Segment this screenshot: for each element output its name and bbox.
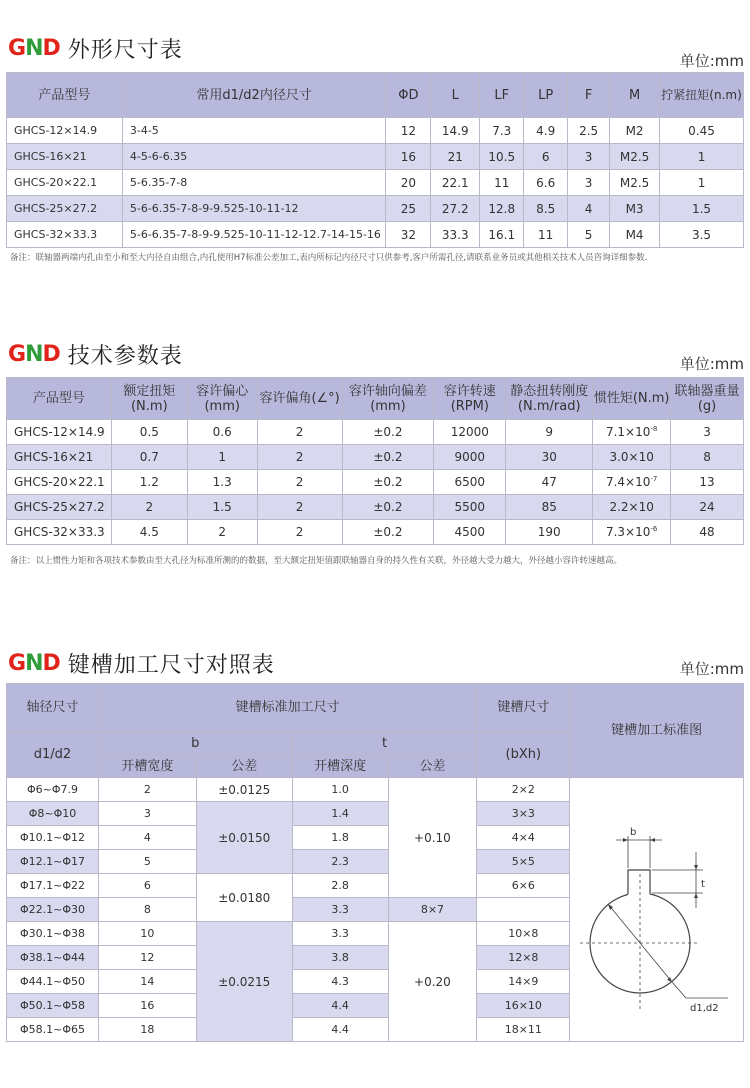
table-cell: 12 — [98, 946, 196, 970]
table-cell: 11 — [480, 170, 524, 196]
dim-b-label: b — [630, 827, 637, 838]
table-cell: 10×8 — [477, 922, 570, 946]
dim-d-label: d1,d2 — [690, 1003, 719, 1014]
table-cell: 5-6.35-7-8 — [122, 170, 386, 196]
table-cell: 48 — [671, 520, 744, 545]
inertia-cell: 3.0×10 — [593, 445, 671, 470]
table-cell: 6×6 — [477, 874, 570, 898]
section2-unit: 单位:mm — [679, 355, 744, 373]
table-cell: 11 — [524, 222, 568, 248]
table-cell: 5500 — [434, 495, 506, 520]
table-cell: 18 — [98, 1018, 196, 1042]
table-cell: 1.5 — [660, 196, 744, 222]
table-cell: 24 — [671, 495, 744, 520]
col-l: L — [431, 73, 480, 118]
table-cell: 4-5-6-6.35 — [122, 144, 386, 170]
inertia-cell: $7.4\times 10^{-7}$ — [593, 470, 671, 495]
table-cell: ±0.2 — [342, 495, 434, 520]
table-cell: 2 — [257, 495, 342, 520]
table-cell: 85 — [506, 495, 593, 520]
table-cell: GHCS-16×21 — [7, 144, 123, 170]
table-cell: 32 — [386, 222, 431, 248]
table-cell: 9000 — [434, 445, 506, 470]
col-width: 开槽宽度 — [98, 755, 196, 778]
table-cell: 16×10 — [477, 994, 570, 1018]
col-angle: 容许偏角(∠°) — [257, 378, 342, 420]
tolerance-b-cell: ±0.0125 — [196, 778, 292, 802]
section1-title-row — [8, 33, 183, 63]
table-row — [7, 196, 744, 222]
table-cell: Φ50.1~Φ58 — [7, 994, 99, 1018]
table-cell: 1.4 — [292, 802, 388, 826]
table-cell: 4×4 — [477, 826, 570, 850]
table-cell: 6.6 — [524, 170, 568, 196]
table-cell: Φ44.1~Φ50 — [7, 970, 99, 994]
col-tol-t: 公差 — [388, 755, 477, 778]
col-depth: 开槽深度 — [292, 755, 388, 778]
table-row — [7, 118, 744, 144]
inertia-cell: $7.3\times 10^{-6}$ — [593, 520, 671, 545]
col-lf: LF — [480, 73, 524, 118]
table-cell: 12.8 — [480, 196, 524, 222]
table-cell: GHCS-20×22.1 — [7, 170, 123, 196]
table-cell: Φ6~Φ7.9 — [7, 778, 99, 802]
col-bxh: (bXh) — [477, 732, 570, 778]
col-axial: 容许轴向偏差(mm) — [342, 378, 434, 420]
table-row — [7, 170, 744, 196]
table-cell: 10.5 — [480, 144, 524, 170]
table-cell: 2 — [111, 495, 187, 520]
section2-title: 技术参数表 — [67, 343, 183, 369]
section3-unit: 单位:mm — [679, 660, 744, 678]
table-cell: GHCS-32×33.3 — [7, 520, 112, 545]
brand-logo: G N D — [8, 35, 60, 61]
table-cell: M4 — [610, 222, 660, 248]
table-cell: 4.3 — [292, 970, 388, 994]
table-cell: 13 — [671, 470, 744, 495]
col-d: d1/d2 — [7, 732, 99, 778]
table-cell: GHCS-16×21 — [7, 445, 112, 470]
table-cell: 1.0 — [292, 778, 388, 802]
table-cell: M2 — [610, 118, 660, 144]
table-cell: 8.5 — [524, 196, 568, 222]
table-cell: 2.8 — [292, 874, 388, 898]
table-cell: 6 — [524, 144, 568, 170]
table-cell: 1.5 — [187, 495, 257, 520]
inertia-cell: $7.1\times 10^{-8}$ — [593, 420, 671, 445]
table-cell: 3 — [568, 144, 610, 170]
table-cell: 8 — [98, 898, 196, 922]
table-cell: 3 — [671, 420, 744, 445]
table-cell: 3.5 — [660, 222, 744, 248]
table-cell: Φ12.1~Φ17 — [7, 850, 99, 874]
table-cell: 4500 — [434, 520, 506, 545]
table-cell: 4.4 — [292, 1018, 388, 1042]
table-row — [7, 470, 744, 495]
table-cell: 1.2 — [111, 470, 187, 495]
table-cell: ±0.2 — [342, 520, 434, 545]
table-cell: 4 — [98, 826, 196, 850]
col-lp: LP — [524, 73, 568, 118]
table-row — [7, 445, 744, 470]
table-cell: 190 — [506, 520, 593, 545]
table-cell: M2.5 — [610, 170, 660, 196]
col-rated-torque: 额定扭矩(N.m) — [111, 378, 187, 420]
table-cell: 2 — [187, 520, 257, 545]
table-cell: 20 — [386, 170, 431, 196]
table-cell: 0.45 — [660, 118, 744, 144]
table-cell: 12 — [386, 118, 431, 144]
table-cell: 22.1 — [431, 170, 480, 196]
table-cell: 3.3 — [292, 898, 388, 922]
brand-logo: G N D — [8, 650, 60, 676]
brand-logo: G N D — [8, 341, 60, 367]
table-cell: GHCS-20×22.1 — [7, 470, 112, 495]
table-cell: 16 — [386, 144, 431, 170]
table-cell: 14 — [98, 970, 196, 994]
table-cell: 4.9 — [524, 118, 568, 144]
table-cell: GHCS-12×14.9 — [7, 420, 112, 445]
table-cell: 0.6 — [187, 420, 257, 445]
table-cell: 1 — [187, 445, 257, 470]
table-cell: 2 — [98, 778, 196, 802]
col-model: 产品型号 — [7, 73, 123, 118]
table-cell: 4.4 — [292, 994, 388, 1018]
tolerance-b-cell: ±0.0215 — [196, 922, 292, 1042]
table-cell: 1.8 — [292, 826, 388, 850]
tolerance-b-cell: ±0.0180 — [196, 874, 292, 922]
table-cell: 7.3 — [480, 118, 524, 144]
table-cell: 33.3 — [431, 222, 480, 248]
section2-title-row — [8, 339, 183, 369]
table-cell: 1.3 — [187, 470, 257, 495]
section1-note: 备注：联轴器两端内孔由至小和至大内径自由组合,内孔使用H7标准公差加工,表内所标记内径尺寸只供参考,客户所需孔径,请联系业务员或其他相关技术人员咨询详细参数. — [10, 253, 648, 263]
table-cell: 30 — [506, 445, 593, 470]
col-eccentricity: 容许偏心(mm) — [187, 378, 257, 420]
table-cell: Φ22.1~Φ30 — [7, 898, 99, 922]
table-cell: M3 — [610, 196, 660, 222]
table-row — [7, 520, 744, 545]
table-cell: 12×8 — [477, 946, 570, 970]
table-cell: 14×9 — [477, 970, 570, 994]
col-fig: 键槽加工标准图 — [570, 684, 744, 778]
col-stiffness: 静态扭转刚度(N.m/rad) — [506, 378, 593, 420]
table-cell: 6 — [98, 874, 196, 898]
table-cell: 2 — [257, 520, 342, 545]
table-cell: 16 — [98, 994, 196, 1018]
table-cell: 1 — [660, 170, 744, 196]
table-cell: 3×3 — [477, 802, 570, 826]
table-cell: 9 — [506, 420, 593, 445]
table-cell: 2.3 — [292, 850, 388, 874]
col-speed: 容许转速(RPM) — [434, 378, 506, 420]
table-cell: Φ17.1~Φ22 — [7, 874, 99, 898]
col-b: b — [98, 732, 292, 755]
col-od: ΦD — [386, 73, 431, 118]
table-cell: 18×11 — [477, 1018, 570, 1042]
tolerance-t-cell: +0.10 — [388, 778, 477, 898]
col-f: F — [568, 73, 610, 118]
table-cell: 8×7 — [388, 898, 477, 922]
table-cell: Φ8~Φ10 — [7, 802, 99, 826]
table-row — [7, 778, 744, 802]
table-cell: 12000 — [434, 420, 506, 445]
table-cell: 27.2 — [431, 196, 480, 222]
table-cell: 4 — [568, 196, 610, 222]
col-key: 键槽尺寸 — [477, 684, 570, 732]
table-cell: ±0.2 — [342, 420, 434, 445]
section3-title-row — [8, 648, 275, 678]
table-cell: 16.1 — [480, 222, 524, 248]
table-cell: GHCS-12×14.9 — [7, 118, 123, 144]
table-cell: 0.7 — [111, 445, 187, 470]
col-t: t — [292, 732, 477, 755]
table-row — [7, 420, 744, 445]
table-cell: 2×2 — [477, 778, 570, 802]
table-cell: 8 — [671, 445, 744, 470]
table-cell: 21 — [431, 144, 480, 170]
table-cell: 3-4-5 — [122, 118, 386, 144]
technical-table — [6, 377, 744, 545]
section1-unit: 单位:mm — [679, 52, 744, 70]
col-m: M — [610, 73, 660, 118]
table-cell: 47 — [506, 470, 593, 495]
col-std: 键槽标准加工尺寸 — [98, 684, 476, 732]
col-shaft: 轴径尺寸 — [7, 684, 99, 732]
keyway-diagram — [568, 800, 744, 1052]
section3-title: 键槽加工尺寸对照表 — [67, 652, 275, 678]
section1-title: 外形尺寸表 — [67, 37, 183, 63]
col-weight: 联轴器重量(g) — [671, 378, 744, 420]
dim-t-label: t — [701, 879, 705, 890]
col-model: 产品型号 — [7, 378, 112, 420]
table-cell: Φ38.1~Φ44 — [7, 946, 99, 970]
table-row — [7, 222, 744, 248]
tolerance-t-cell: +0.20 — [388, 922, 477, 1042]
table-cell: 5×5 — [477, 850, 570, 874]
table-cell: 2.5 — [568, 118, 610, 144]
table-cell: 3 — [568, 170, 610, 196]
table-cell: 0.5 — [111, 420, 187, 445]
col-tol-b: 公差 — [196, 755, 292, 778]
table-cell: Φ30.1~Φ38 — [7, 922, 99, 946]
section2-note: 备注：以上惯性力矩和各项技术参数由至大孔径为标准所测的的数据，至大额定扭矩值跟联轴器自身的持久性有关联，外径越大受力越大，外径越小容许转速越高。 — [10, 556, 623, 566]
table-cell: GHCS-25×27.2 — [7, 495, 112, 520]
col-bore: 常用d1/d2内径尺寸 — [122, 73, 386, 118]
table-cell: 2 — [257, 445, 342, 470]
table-cell: 1 — [660, 144, 744, 170]
inertia-cell: 2.2×10 — [593, 495, 671, 520]
table-cell: 3.3 — [292, 922, 388, 946]
table-cell: Φ58.1~Φ65 — [7, 1018, 99, 1042]
table-cell: 6500 — [434, 470, 506, 495]
table-cell: 14.9 — [431, 118, 480, 144]
table-cell: 25 — [386, 196, 431, 222]
table-cell: GHCS-32×33.3 — [7, 222, 123, 248]
table-cell: 3 — [98, 802, 196, 826]
table-cell: 2 — [257, 470, 342, 495]
tolerance-b-cell: ±0.0150 — [196, 802, 292, 874]
table-cell: 5 — [568, 222, 610, 248]
table-cell: 5 — [98, 850, 196, 874]
table-row — [7, 495, 744, 520]
table-cell: 5-6-6.35-7-8-9-9.525-10-11-12 — [122, 196, 386, 222]
dimensions-table — [6, 72, 744, 248]
col-torque: 拧紧扭矩(n.m) — [660, 73, 744, 118]
table-cell: Φ10.1~Φ12 — [7, 826, 99, 850]
table-cell: ±0.2 — [342, 470, 434, 495]
table-cell: 5-6-6.35-7-8-9-9.525-10-11-12-12.7-14-15-16 — [122, 222, 386, 248]
table-cell: GHCS-25×27.2 — [7, 196, 123, 222]
table-cell: 2 — [257, 420, 342, 445]
table-cell: 4.5 — [111, 520, 187, 545]
table-cell: ±0.2 — [342, 445, 434, 470]
table-cell: M2.5 — [610, 144, 660, 170]
table-cell: 3.8 — [292, 946, 388, 970]
table-cell: 10 — [98, 922, 196, 946]
table-row — [7, 144, 744, 170]
col-inertia: 惯性矩(N.m) — [593, 378, 671, 420]
